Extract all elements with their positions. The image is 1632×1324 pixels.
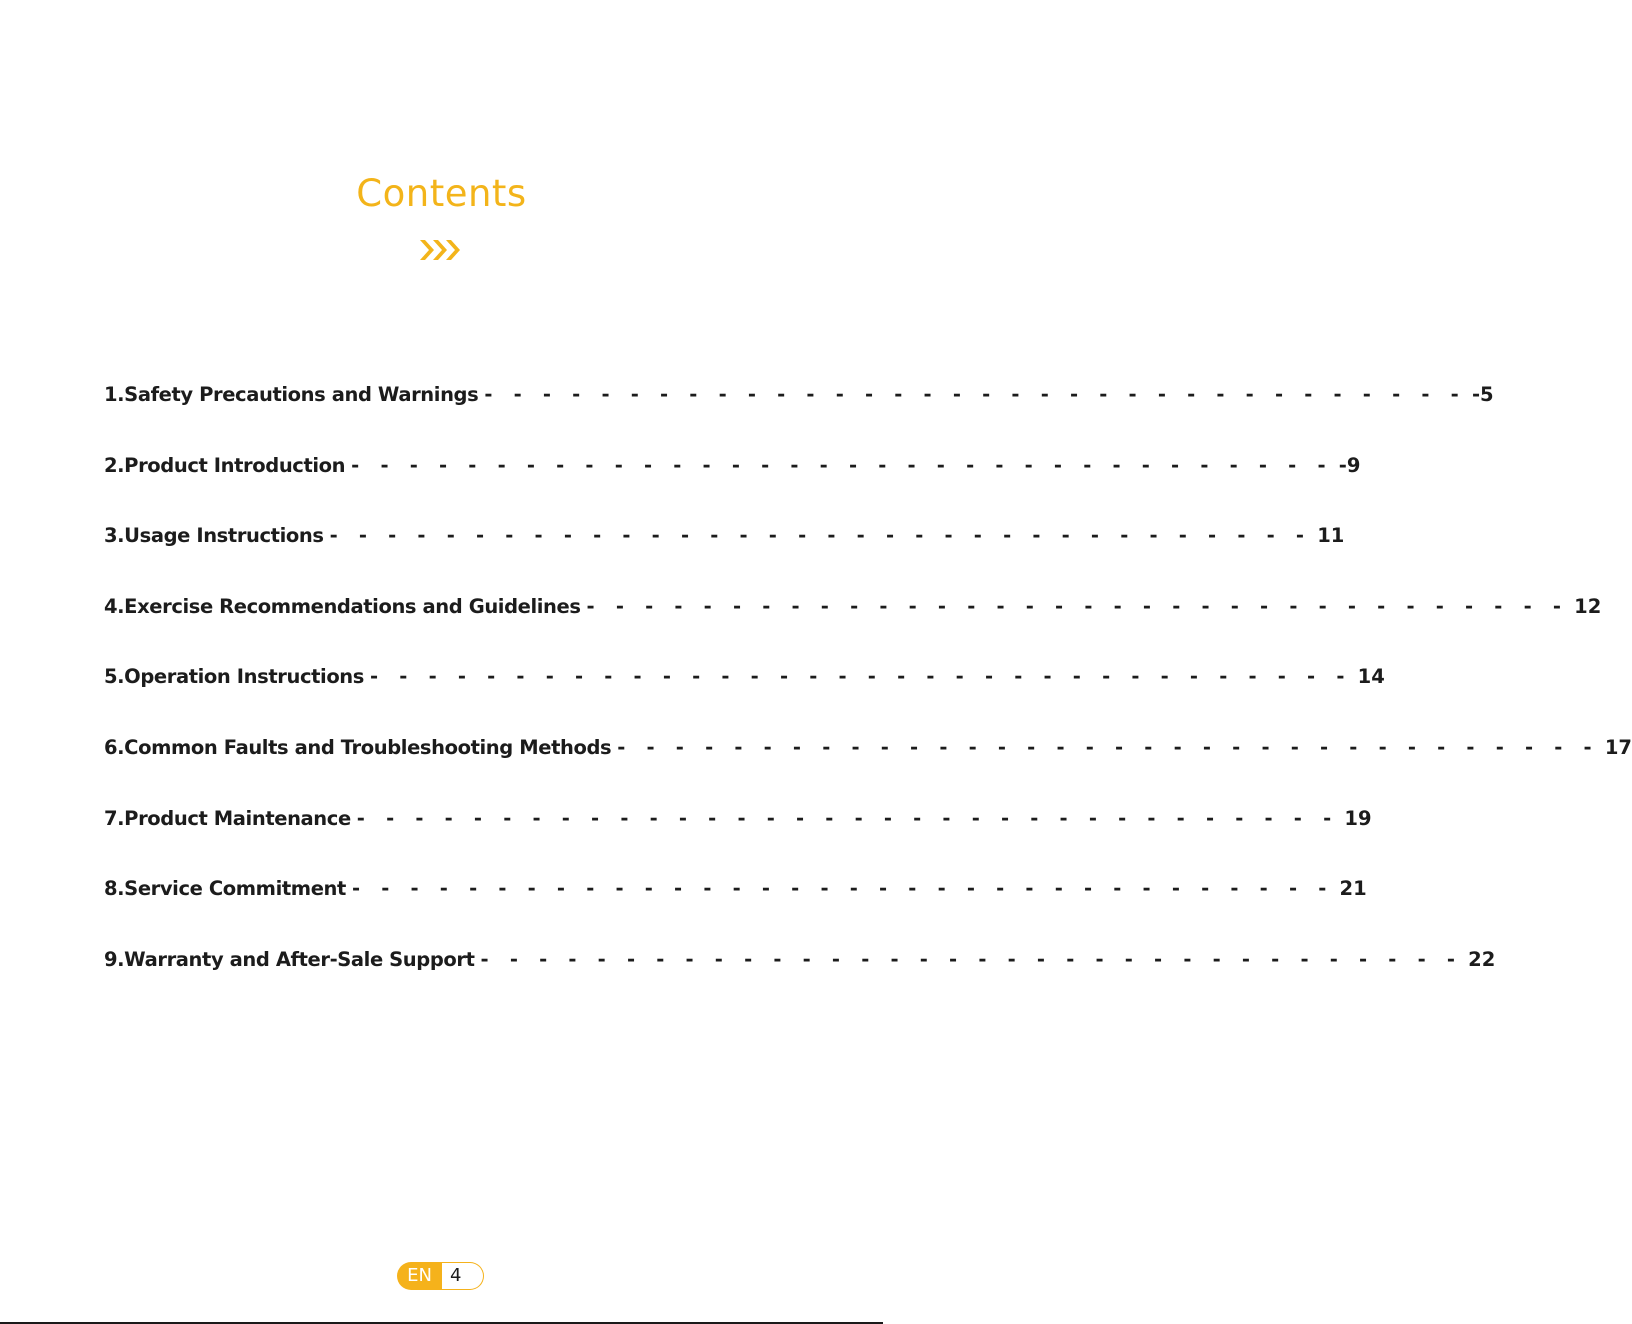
toc-entry-label[interactable]: 1.Safety Precautions and Warnings	[104, 383, 479, 406]
toc-entry-page[interactable]: 22	[1468, 947, 1496, 971]
table-of-contents	[104, 383, 1632, 1018]
language-label: EN	[397, 1262, 442, 1290]
toc-entry[interactable]	[104, 524, 1345, 552]
toc-entry-label[interactable]: 8.Service Commitment	[104, 877, 346, 901]
toc-dot-leader: - - - - - - - - - - - - - - - - - - - - - - - - - - - - - - - - - -	[586, 594, 1569, 618]
toc-dot-leader: - - - - - - - - - - - - - - - - - - - - - - - - - - - - - - - - - -	[617, 735, 1599, 759]
toc-dot-leader: - - - - - - - - - - - - - - - - - - - - - - - - - - - - - - - - - -	[484, 383, 1466, 406]
toc-entry-label[interactable]: 6.Common Faults and Troubleshooting Methods	[104, 735, 612, 759]
toc-entry[interactable]	[104, 383, 1494, 411]
toc-entry[interactable]	[104, 453, 1361, 482]
toc-dot-leader: - - - - - - - - - - - - - - - - - - - - - - - - - - - - - - - - - -	[329, 524, 1312, 548]
toc-entry-page[interactable]: 17	[1604, 735, 1632, 759]
toc-dot-leader: - - - - - - - - - - - - - - - - - - - - - - - - - - - - - - - - - -	[351, 877, 1334, 901]
toc-dot-leader: - - - - - - - - - - - - - - - - - - - - - - - - - - - - - - - - - -	[370, 665, 1352, 689]
toc-entry[interactable]	[104, 665, 1385, 693]
toc-entry[interactable]	[104, 947, 1496, 976]
page-number: 4	[442, 1262, 484, 1290]
toc-entry-page[interactable]: -5	[1471, 383, 1494, 406]
toc-entry-label[interactable]: 3.Usage Instructions	[104, 524, 324, 548]
page-number-badge	[397, 1262, 485, 1290]
toc-dot-leader: - - - - - - - - - - - - - - - - - - - - - - - - - - - - - - - - - -	[480, 947, 1463, 971]
toc-entry-label[interactable]: 5.Operation Instructions	[104, 665, 365, 689]
toc-entry[interactable]	[104, 594, 1602, 623]
toc-entry[interactable]	[104, 806, 1372, 835]
toc-entry-page[interactable]: 19	[1344, 806, 1372, 830]
toc-entry[interactable]	[104, 877, 1367, 905]
toc-entry-label[interactable]: 7.Product Maintenance	[104, 806, 351, 830]
toc-dot-leader: - - - - - - - - - - - - - - - - - - - - - - - - - - - - - - - - - -	[356, 806, 1339, 830]
toc-entry-label[interactable]: 4.Exercise Recommendations and Guidelines	[104, 594, 581, 618]
triple-chevron-right-icon	[420, 238, 462, 262]
toc-entry-page[interactable]: 12	[1574, 594, 1602, 618]
toc-entry-page[interactable]: 21	[1339, 877, 1367, 901]
toc-entry-label[interactable]: 9.Warranty and After-Sale Support	[104, 947, 475, 971]
toc-entry-label[interactable]: 2.Product Introduction	[104, 453, 346, 477]
toc-entry[interactable]	[104, 735, 1632, 764]
toc-entry-page[interactable]: 14	[1357, 665, 1385, 689]
toc-entry-page[interactable]: -9	[1338, 453, 1361, 477]
page-title: Contents	[356, 172, 527, 215]
toc-entry-page[interactable]: 11	[1317, 524, 1345, 548]
toc-dot-leader: - - - - - - - - - - - - - - - - - - - - - - - - - - - - - - - - - -	[351, 453, 1333, 477]
